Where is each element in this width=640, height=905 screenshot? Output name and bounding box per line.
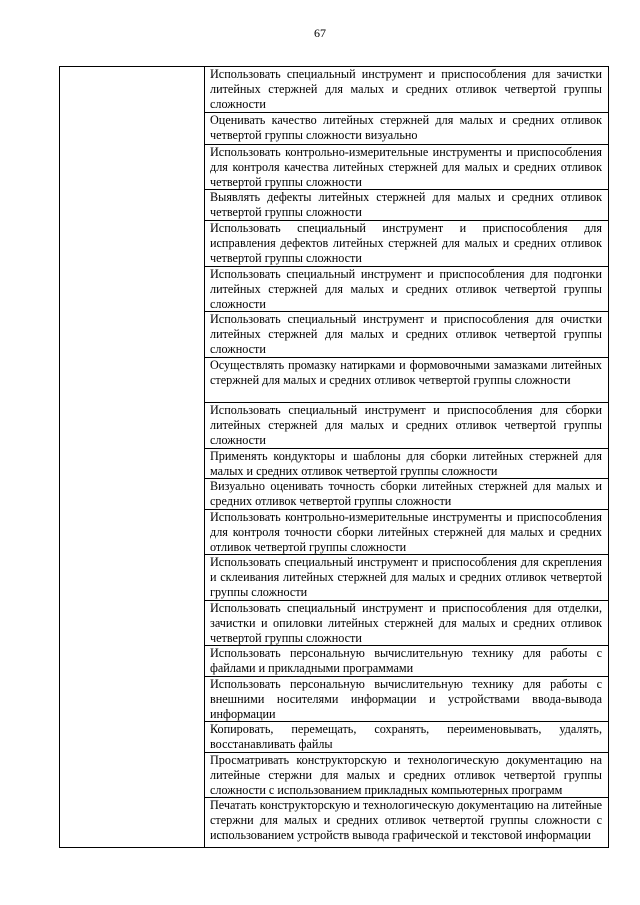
table-row: Просматривать конструкторскую и технологическую документацию на литейные стержни для малых и средних отливок четвертой группы сложности с использованием прикладных компьютерных программ [205, 753, 608, 798]
page-number: 67 [314, 26, 326, 40]
table-row: Использовать специальный инструмент и приспособления для исправления дефектов литейных стержней для малых и средних отливок четвертой группы сложности [205, 221, 608, 267]
table-row: Использовать персональную вычислительную технику для работы с внешними носителями информации и устройствами ввода-вывода информации [205, 677, 608, 722]
table-row: Осуществлять промазку натирками и формовочными замазками литейных стержней для малых и средних отливок четвертой группы сложности [205, 358, 608, 403]
table-row: Использовать контрольно-измерительные инструменты и приспособления для контроля точности сборки литейных стержней для малых и средних отливок четвертой группы сложности [205, 510, 608, 555]
table-row: Использовать специальный инструмент и приспособления для сборки литейных стержней для малых и средних отливок четвертой группы сложности [205, 403, 608, 449]
table-row: Использовать специальный инструмент и приспособления для подгонки литейных стержней для малых и средних отливок четвертой группы сложности [205, 267, 608, 312]
skills-column [205, 67, 608, 847]
skills-table [59, 66, 609, 848]
table-row: Печатать конструкторскую и технологическую документацию на литейные стержни для малых и средних отливок четвертой группы сложности с использованием устройств вывода графической и текстовой информации [210, 798, 602, 842]
empty-label-column [60, 67, 205, 847]
table-row: Использовать персональную вычислительную технику для работы с файлами и прикладными программами [205, 646, 608, 677]
table-row: Использовать специальный инструмент и приспособления для очистки литейных стержней для малых и средних отливок четвертой группы сложности [205, 312, 608, 358]
table-row: Визуально оценивать точность сборки литейных стержней для малых и средних отливок четвертой группы сложности [205, 479, 608, 510]
table-row: Использовать специальный инструмент и приспособления для скрепления и склеивания литейных стержней для малых и средних отливок четвертой группы сложности [205, 555, 608, 601]
table-row: Выявлять дефекты литейных стержней для малых и средних отливок четвертой группы сложности [205, 190, 608, 221]
table-row: Использовать контрольно-измерительные инструменты и приспособления для контроля качества литейных стержней для малых и средних отливок четвертой группы сложности [205, 145, 608, 190]
table-row: Использовать специальный инструмент и приспособления для зачистки литейных стержней для малых и средних отливок четвертой группы сложности [205, 67, 608, 113]
table-row: Копировать, перемещать, сохранять, переименовывать, удалять, восстанавливать файлы [205, 722, 608, 753]
table-row: Применять кондукторы и шаблоны для сборки литейных стержней для малых и средних отливок четвертой группы сложности [205, 449, 608, 479]
table-row: Использовать специальный инструмент и приспособления для отделки, зачистки и опиловки литейных стержней для малых и средних отливок четвертой группы сложности [205, 601, 608, 646]
table-row: Оценивать качество литейных стержней для малых и средних отливок четвертой группы сложности визуально [205, 113, 608, 145]
